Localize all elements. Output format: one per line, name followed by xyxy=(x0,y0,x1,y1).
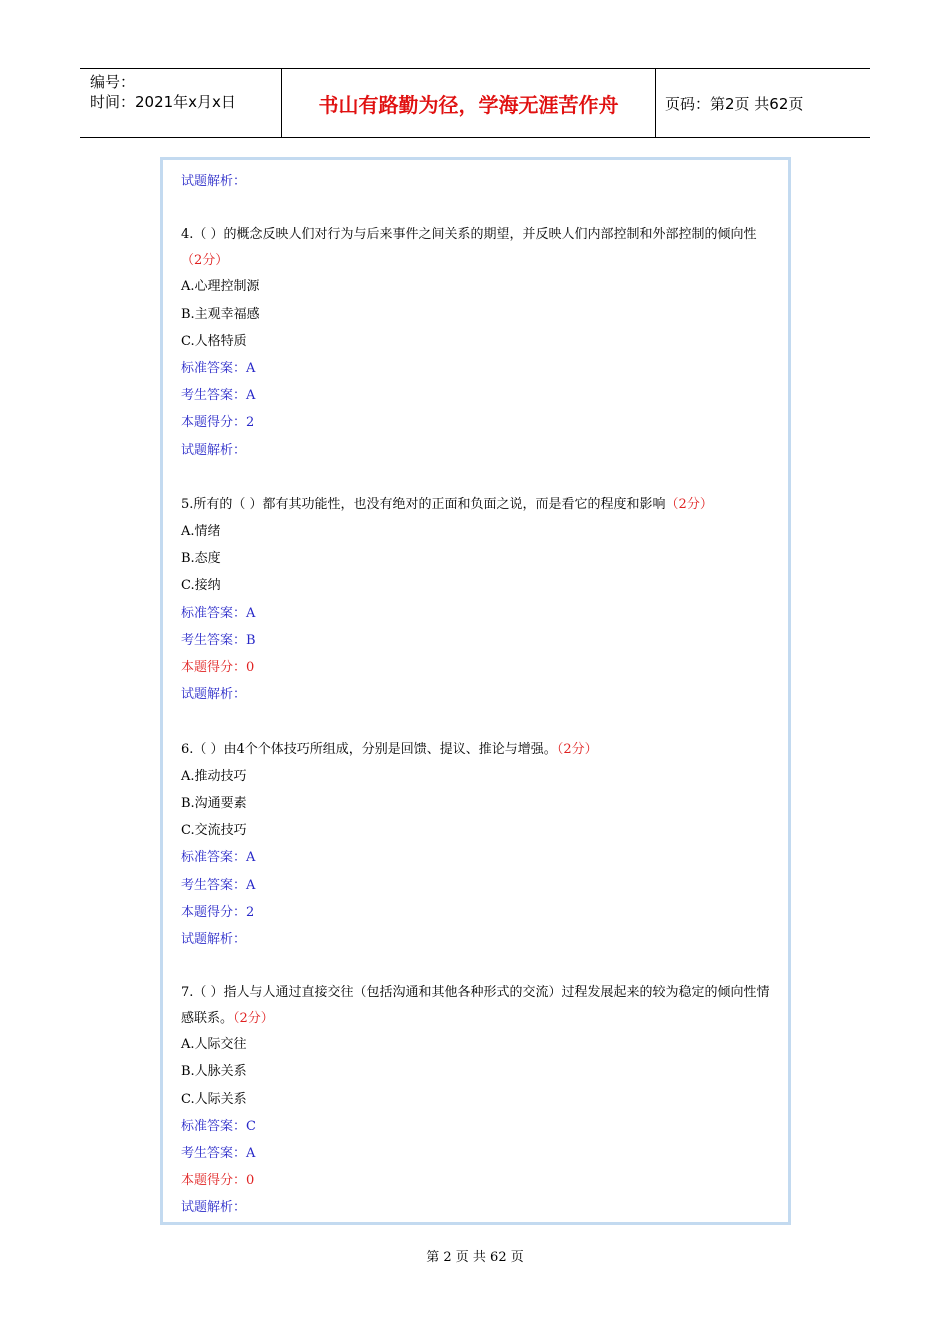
header-meta xyxy=(90,72,236,112)
question-points: （2分） xyxy=(665,496,713,512)
page-footer: 第 2 页 共 62 页 xyxy=(426,1250,524,1265)
document-number-label: 编号： xyxy=(90,73,136,91)
question-points: （2分） xyxy=(181,252,229,268)
question-score: 本题得分：0 xyxy=(181,660,255,675)
option-b: B.沟通要素 xyxy=(181,795,247,811)
question-text xyxy=(181,222,776,273)
question-score: 本题得分：0 xyxy=(181,1173,255,1189)
page-header xyxy=(80,68,870,138)
option-c: C.人际关系 xyxy=(181,1091,247,1107)
student-answer: 考生答案：A xyxy=(181,388,256,404)
question-stem: 4.（ ）的概念反映人们对行为与后来事件之间关系的期望，并反映人们内部控制和外部控制的倾向性 xyxy=(181,227,757,243)
question-score: 本题得分：2 xyxy=(181,904,255,920)
question-text xyxy=(181,736,776,763)
option-a: A.推动技巧 xyxy=(181,768,247,784)
option-a: A.人际交往 xyxy=(181,1037,247,1053)
question-points: （2分） xyxy=(556,741,598,757)
option-b: B.态度 xyxy=(181,551,221,567)
analysis-label: 试题解析： xyxy=(181,687,247,703)
option-b: B.主观幸福感 xyxy=(181,306,260,322)
student-answer: 考生答案：A xyxy=(181,877,256,893)
question-block xyxy=(181,736,776,954)
question-text xyxy=(181,491,776,518)
question-stem: 5.所有的（ ）都有其功能性，也没有绝对的正面和负面之说，而是看它的程度和影响 xyxy=(181,496,666,512)
student-answer: 考生答案：A xyxy=(181,1146,256,1161)
option-c: C.接纳 xyxy=(181,578,221,594)
analysis-label: 试题解析： xyxy=(181,1200,247,1216)
standard-answer: 标准答案：A xyxy=(181,605,256,621)
question-block xyxy=(181,222,776,463)
question-points: （2分） xyxy=(233,1010,274,1026)
question-block xyxy=(181,491,776,709)
option-b: B.人脉关系 xyxy=(181,1064,247,1080)
standard-answer: 标准答案：A xyxy=(181,850,256,866)
question-stem: 7.（ ）指人与人通过直接交往（包括沟通和其他各种形式的交流）过程发展起来的较为稳定的倾向性情感联系。 xyxy=(181,985,770,1026)
header-motto: 书山有路勤为径，学海无涯苦作舟 xyxy=(318,92,619,117)
analysis-label: 试题解析： xyxy=(181,442,247,458)
question-stem: 6.（ ）由4个个体技巧所组成，分别是回馈、提议、推论与增强。 xyxy=(181,741,557,757)
analysis-label: 试题解析： xyxy=(181,174,247,189)
option-c: C.人格特质 xyxy=(181,333,247,349)
question-block xyxy=(181,980,776,1221)
standard-answer: 标准答案：A xyxy=(181,360,256,376)
document-date-label: 时间：2021年x月x日 xyxy=(90,93,236,111)
option-c: C.交流技巧 xyxy=(181,823,247,839)
student-answer: 考生答案：B xyxy=(181,632,256,648)
question-text xyxy=(181,980,776,1031)
option-a: A.情绪 xyxy=(181,524,221,540)
exam-content xyxy=(181,168,776,1222)
header-page-number: 页码：第2页 共62页 xyxy=(665,94,804,113)
question-score: 本题得分：2 xyxy=(181,415,255,431)
exam-content-frame xyxy=(160,157,791,1225)
option-a: A.心理控制源 xyxy=(181,279,260,295)
analysis-label: 试题解析： xyxy=(181,931,247,947)
standard-answer: 标准答案：C xyxy=(181,1118,256,1134)
header-divider xyxy=(655,69,656,137)
